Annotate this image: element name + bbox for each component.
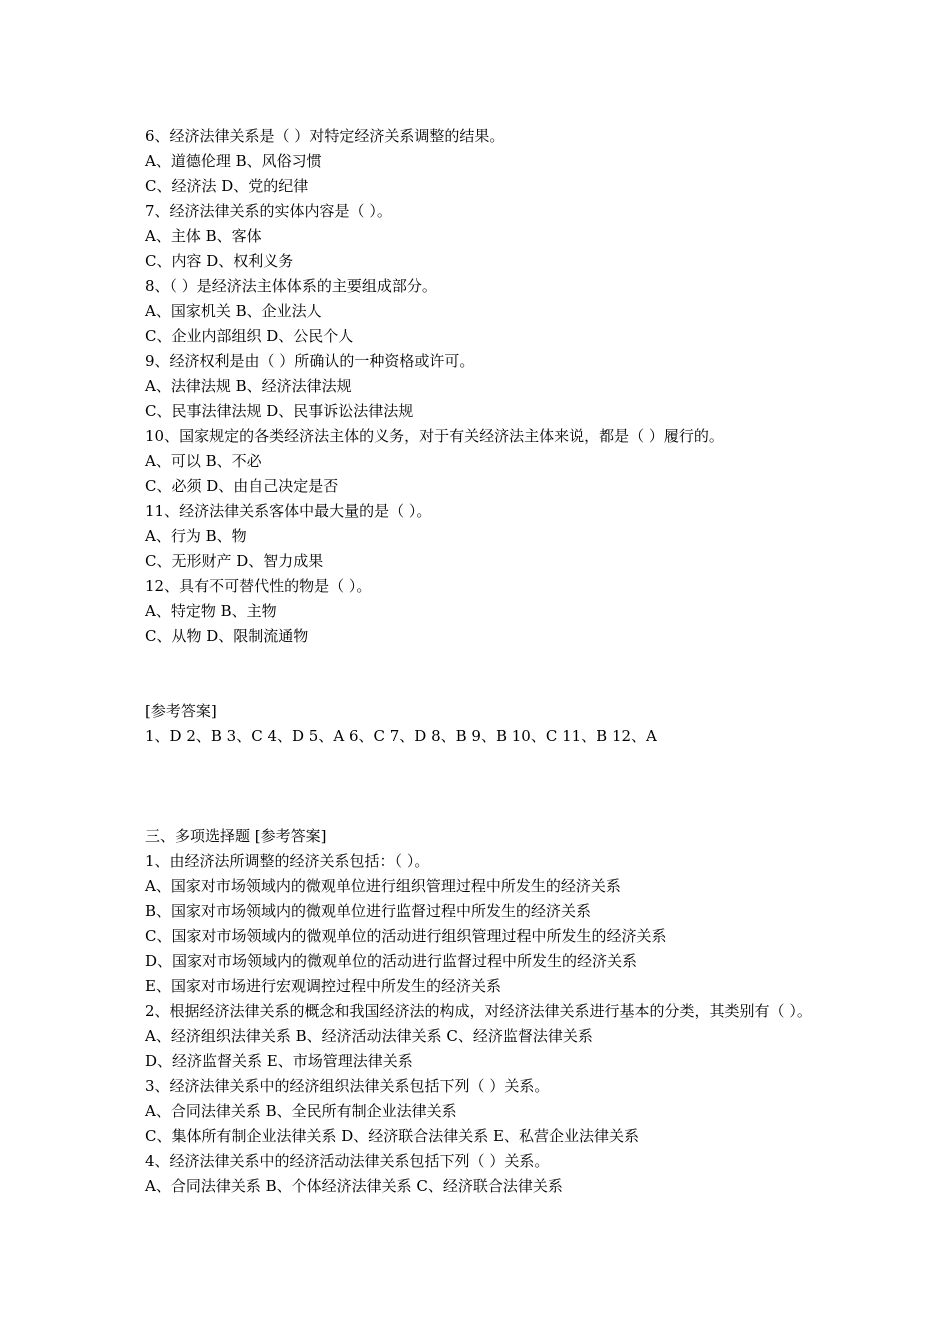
question-8: 8、（ ）是经济法主体体系的主要组成部分。 <box>145 277 437 295</box>
question-7-options-ab: A、主体 B、客体 <box>145 227 262 245</box>
answer-key-heading: [参考答案] <box>145 702 217 720</box>
multiple-choice-questions <box>145 824 825 1199</box>
question-6-options-cd: C、经济法 D、党的纪律 <box>145 177 309 195</box>
spacer <box>145 649 825 699</box>
single-choice-questions <box>145 124 825 649</box>
mc-question-2-options-de: D、经济监督关系 E、市场管理法律关系 <box>145 1052 413 1070</box>
question-11-options-ab: A、行为 B、物 <box>145 527 247 545</box>
mc-question-3-options-ab: A、合同法律关系 B、全民所有制企业法律关系 <box>145 1102 457 1120</box>
question-8-options-ab: A、国家机关 B、企业法人 <box>145 302 322 320</box>
section-heading: 三、多项选择题 [参考答案] <box>145 827 327 845</box>
question-10-options-cd: C、必须 D、由自己决定是否 <box>145 477 339 495</box>
question-8-options-cd: C、企业内部组织 D、公民个人 <box>145 327 354 345</box>
document-page <box>145 124 825 1199</box>
mc-question-4-options-abc: A、合同法律关系 B、个体经济法律关系 C、经济联合法律关系 <box>145 1177 563 1195</box>
question-7-options-cd: C、内容 D、权利义务 <box>145 252 294 270</box>
mc-question-4: 4、经济法律关系中的经济活动法律关系包括下列（ ）关系。 <box>145 1152 550 1170</box>
mc-question-3: 3、经济法律关系中的经济组织法律关系包括下列（ ）关系。 <box>145 1077 550 1095</box>
mc-question-1-option-c: C、国家对市场领域内的微观单位的活动进行组织管理过程中所发生的经济关系 <box>145 927 667 945</box>
question-6-options-ab: A、道德伦理 B、风俗习惯 <box>145 152 322 170</box>
question-10: 10、国家规定的各类经济法主体的义务，对于有关经济法主体来说，都是（ ）履行的。 <box>145 427 724 445</box>
mc-question-1: 1、由经济法所调整的经济关系包括：（ ）。 <box>145 852 430 870</box>
spacer <box>145 749 825 824</box>
mc-question-2-options-abc: A、经济组织法律关系 B、经济活动法律关系 C、经济监督法律关系 <box>145 1027 593 1045</box>
mc-question-1-option-e: E、国家对市场进行宏观调控过程中所发生的经济关系 <box>145 977 501 995</box>
question-11: 11、经济法律关系客体中最大量的是（ ）。 <box>145 502 432 520</box>
mc-question-1-option-a: A、国家对市场领域内的微观单位进行组织管理过程中所发生的经济关系 <box>145 877 621 895</box>
mc-question-2: 2、根据经济法律关系的概念和我国经济法的构成，对经济法律关系进行基本的分类，其类别有（ ）。 <box>145 1002 812 1020</box>
answer-key <box>145 699 825 749</box>
answer-key-text: 1、D 2、B 3、C 4、D 5、A 6、C 7、D 8、B 9、B 10、C 11、B 12、A <box>145 727 657 745</box>
question-12-options-ab: A、特定物 B、主物 <box>145 602 277 620</box>
question-10-options-ab: A、可以 B、不必 <box>145 452 262 470</box>
question-6: 6、经济法律关系是（ ）对特定经济关系调整的结果。 <box>145 127 505 145</box>
question-7: 7、经济法律关系的实体内容是（ ）。 <box>145 202 392 220</box>
mc-question-1-option-d: D、国家对市场领域内的微观单位的活动进行监督过程中所发生的经济关系 <box>145 952 638 970</box>
mc-question-3-options-cde: C、集体所有制企业法律关系 D、经济联合法律关系 E、私营企业法律关系 <box>145 1127 639 1145</box>
question-12-options-cd: C、从物 D、限制流通物 <box>145 627 309 645</box>
question-12: 12、具有不可替代性的物是（ ）。 <box>145 577 372 595</box>
mc-question-1-option-b: B、国家对市场领域内的微观单位进行监督过程中所发生的经济关系 <box>145 902 592 920</box>
question-9-options-ab: A、法律法规 B、经济法律法规 <box>145 377 352 395</box>
question-11-options-cd: C、无形财产 D、智力成果 <box>145 552 324 570</box>
question-9: 9、经济权利是由（ ）所确认的一种资格或许可。 <box>145 352 475 370</box>
question-9-options-cd: C、民事法律法规 D、民事诉讼法律法规 <box>145 402 414 420</box>
